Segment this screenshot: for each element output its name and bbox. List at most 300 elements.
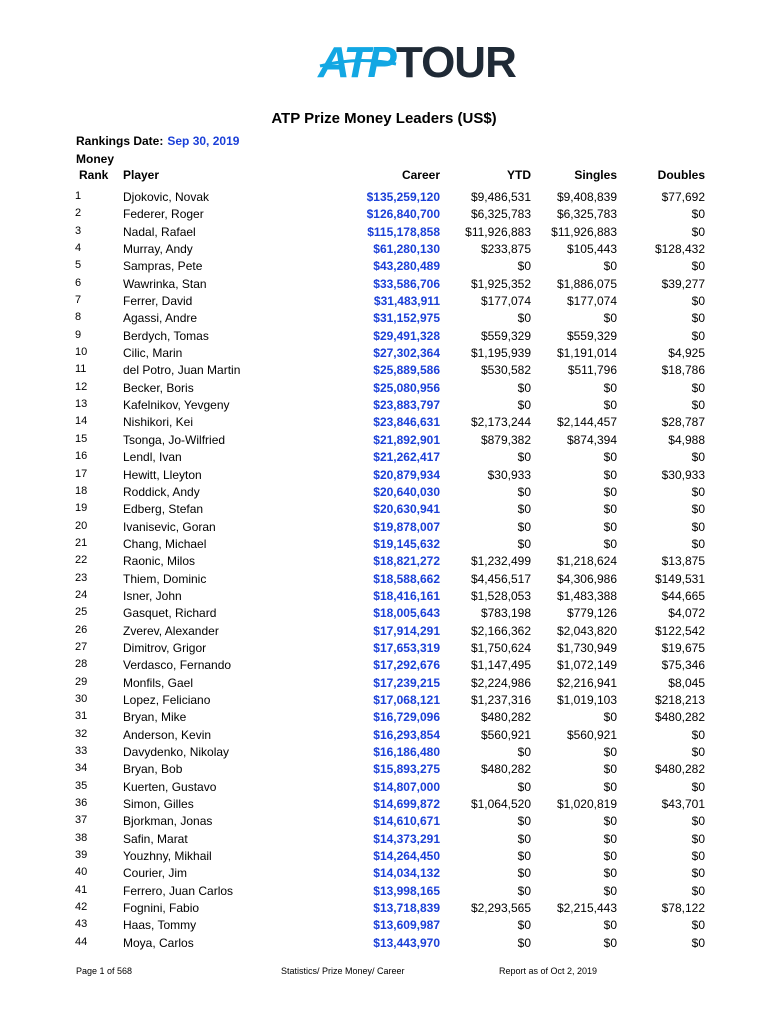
- ytd-cell: $1,232,499: [470, 554, 531, 569]
- player-cell: Anderson, Kevin: [123, 727, 212, 742]
- singles-cell: $0: [603, 935, 617, 950]
- doubles-cell: $480,282: [654, 762, 705, 777]
- table-row: [0, 830, 768, 847]
- doubles-cell: $0: [691, 935, 705, 950]
- table-row: [0, 570, 768, 587]
- doubles-cell: $0: [691, 224, 705, 239]
- singles-cell: $1,483,388: [556, 588, 617, 603]
- singles-cell: $2,043,820: [556, 623, 617, 638]
- table-row: [0, 327, 768, 344]
- ytd-cell: $1,750,624: [470, 640, 531, 655]
- table-row: [0, 344, 768, 361]
- player-cell: Becker, Boris: [123, 380, 194, 395]
- ytd-cell: $2,173,244: [470, 415, 531, 430]
- header-doubles: Doubles: [657, 168, 705, 182]
- doubles-cell: $13,875: [661, 554, 705, 569]
- rank-cell: 42: [75, 901, 88, 914]
- rank-cell: 6: [75, 276, 82, 289]
- ytd-cell: $1,237,316: [470, 692, 531, 707]
- ytd-cell: $0: [517, 883, 531, 898]
- singles-cell: $0: [603, 484, 617, 499]
- page-title: ATP Prize Money Leaders (US$): [271, 110, 497, 127]
- ytd-cell: $233,875: [480, 242, 531, 257]
- rank-cell: 25: [75, 606, 88, 619]
- career-cell: $16,729,096: [373, 710, 440, 725]
- career-cell: $21,892,901: [373, 432, 440, 447]
- doubles-cell: $18,786: [661, 363, 705, 378]
- rankings-date-value: Sep 30, 2019: [167, 134, 240, 148]
- doubles-cell: $4,072: [668, 606, 705, 621]
- player-cell: Simon, Gilles: [123, 797, 194, 812]
- rank-cell: 34: [75, 762, 88, 775]
- doubles-cell: $77,692: [661, 190, 705, 204]
- ytd-cell: $0: [517, 502, 531, 517]
- logo-tour-text: TOUR: [396, 38, 516, 87]
- player-cell: Zverev, Alexander: [123, 623, 219, 638]
- singles-cell: $874,394: [566, 432, 617, 447]
- prize-money-table: [0, 188, 768, 951]
- doubles-cell: $0: [691, 207, 705, 222]
- doubles-cell: $218,213: [654, 692, 705, 707]
- singles-cell: $0: [603, 259, 617, 274]
- singles-cell: $511,796: [567, 363, 617, 378]
- player-cell: Kuerten, Gustavo: [123, 779, 217, 794]
- doubles-cell: $0: [691, 727, 705, 742]
- player-cell: Nishikori, Kei: [123, 415, 194, 430]
- player-cell: Kafelnikov, Yevgeny: [123, 398, 230, 413]
- rankings-date-label: Rankings Date:: [76, 134, 164, 148]
- doubles-cell: $0: [691, 450, 705, 465]
- career-cell: $115,178,858: [367, 224, 440, 239]
- rank-cell: 28: [75, 658, 88, 671]
- career-cell: $14,807,000: [373, 779, 440, 794]
- player-cell: Wawrinka, Stan: [123, 276, 207, 291]
- doubles-cell: $0: [691, 502, 705, 517]
- singles-cell: $0: [603, 762, 617, 777]
- player-cell: Fognini, Fabio: [123, 901, 200, 916]
- ytd-cell: $783,198: [480, 606, 531, 621]
- header-ytd: YTD: [507, 168, 531, 182]
- doubles-cell: $0: [691, 259, 705, 274]
- singles-cell: $0: [603, 883, 617, 898]
- ytd-cell: $0: [517, 935, 531, 950]
- doubles-cell: $0: [691, 294, 705, 309]
- player-cell: Isner, John: [123, 588, 182, 603]
- player-cell: Murray, Andy: [123, 242, 193, 257]
- doubles-cell: $0: [691, 831, 705, 846]
- doubles-cell: $44,665: [661, 588, 705, 603]
- doubles-cell: $0: [691, 484, 705, 499]
- career-cell: $17,239,215: [373, 675, 440, 690]
- rank-cell: 36: [75, 797, 88, 810]
- rankings-date: [76, 134, 239, 148]
- rank-cell: 19: [75, 502, 88, 515]
- ytd-cell: $560,921: [480, 727, 531, 742]
- table-row: [0, 552, 768, 569]
- singles-cell: $779,126: [566, 606, 617, 621]
- doubles-cell: $19,675: [661, 640, 705, 655]
- career-cell: $16,293,854: [373, 727, 440, 742]
- ytd-cell: $0: [517, 814, 531, 829]
- player-cell: Raonic, Milos: [123, 554, 196, 569]
- singles-cell: $1,218,624: [556, 554, 617, 569]
- ytd-cell: $1,064,520: [470, 797, 531, 812]
- rank-cell: 22: [75, 554, 88, 567]
- rank-cell: 13: [75, 398, 88, 411]
- player-cell: Federer, Roger: [123, 207, 204, 222]
- ytd-cell: $1,195,939: [470, 346, 531, 361]
- ytd-cell: $0: [517, 849, 531, 864]
- singles-cell: $1,730,949: [556, 640, 617, 655]
- singles-cell: $0: [603, 467, 617, 482]
- ytd-cell: $530,582: [480, 363, 531, 378]
- table-row: [0, 275, 768, 292]
- header-career: Career: [401, 168, 440, 182]
- career-cell: $18,416,161: [373, 588, 440, 603]
- player-cell: Safin, Marat: [123, 831, 188, 846]
- table-row: [0, 240, 768, 257]
- player-cell: Agassi, Andre: [123, 311, 198, 326]
- ytd-cell: $0: [517, 519, 531, 534]
- player-cell: Berdych, Tomas: [123, 328, 209, 343]
- table-row: [0, 292, 768, 309]
- singles-cell: $2,215,443: [556, 901, 617, 916]
- ytd-cell: $0: [517, 866, 531, 881]
- rank-cell: 21: [75, 536, 88, 549]
- doubles-cell: $8,045: [668, 675, 705, 690]
- singles-cell: $0: [603, 450, 617, 465]
- singles-cell: $0: [603, 745, 617, 759]
- ytd-cell: $2,293,565: [470, 901, 531, 916]
- player-cell: Bryan, Bob: [123, 762, 183, 777]
- ytd-cell: $1,528,053: [470, 588, 531, 603]
- rank-cell: 38: [75, 831, 88, 844]
- header-money: Money: [76, 152, 115, 166]
- career-cell: $20,640,030: [373, 484, 440, 499]
- rank-cell: 20: [75, 519, 88, 532]
- player-cell: Dimitrov, Grigor: [123, 640, 207, 655]
- career-cell: $14,264,450: [373, 849, 440, 864]
- ytd-cell: $0: [517, 380, 531, 395]
- table-row: [0, 223, 768, 240]
- career-cell: $13,609,987: [373, 918, 440, 933]
- rank-cell: 43: [75, 918, 88, 931]
- table-row: [0, 379, 768, 396]
- singles-cell: $560,921: [566, 727, 617, 742]
- ytd-cell: $0: [517, 831, 531, 846]
- player-cell: Davydenko, Nikolay: [123, 745, 230, 759]
- career-cell: $135,259,120: [366, 190, 440, 204]
- ytd-cell: $2,224,986: [470, 675, 531, 690]
- doubles-cell: $122,542: [654, 623, 705, 638]
- header-singles: Singles: [574, 168, 617, 182]
- rank-cell: 2: [75, 207, 82, 220]
- doubles-cell: $0: [691, 519, 705, 534]
- doubles-cell: $0: [691, 918, 705, 933]
- career-cell: $31,483,911: [373, 294, 440, 309]
- ytd-cell: $0: [517, 779, 531, 794]
- footer-report-date: Report as of Oct 2, 2019: [499, 966, 598, 976]
- rank-cell: 11: [75, 363, 87, 376]
- ytd-cell: $0: [517, 484, 531, 499]
- doubles-cell: $0: [691, 849, 705, 864]
- player-cell: Thiem, Dominic: [123, 571, 207, 586]
- career-cell: $16,186,480: [373, 745, 440, 759]
- ytd-cell: $0: [517, 450, 531, 465]
- table-row: [0, 448, 768, 465]
- table-row: [0, 396, 768, 413]
- career-cell: $20,630,941: [373, 502, 440, 517]
- rank-cell: 30: [75, 692, 88, 705]
- singles-cell: $4,306,986: [556, 571, 617, 586]
- header-rank: Rank: [79, 168, 109, 182]
- table-row: [0, 604, 768, 621]
- table-row: [0, 778, 768, 795]
- logo-atp-text: ATP: [318, 38, 394, 87]
- table-row: [0, 413, 768, 430]
- career-cell: $15,893,275: [373, 762, 440, 777]
- ytd-cell: $177,074: [480, 294, 531, 309]
- ytd-cell: $6,325,783: [470, 207, 531, 222]
- career-cell: $17,653,319: [373, 640, 440, 655]
- rank-cell: 18: [75, 484, 88, 497]
- singles-cell: $9,408,839: [556, 190, 617, 204]
- table-row: [0, 743, 768, 760]
- table-row: [0, 916, 768, 933]
- career-cell: $21,262,417: [373, 450, 440, 465]
- career-cell: $17,292,676: [373, 658, 440, 673]
- player-cell: Nadal, Rafael: [123, 224, 196, 239]
- player-cell: Gasquet, Richard: [123, 606, 217, 621]
- career-cell: $13,718,839: [373, 901, 440, 916]
- rank-cell: 9: [75, 328, 82, 341]
- rank-cell: 15: [75, 432, 88, 445]
- doubles-cell: $128,432: [654, 242, 705, 257]
- career-cell: $19,878,007: [373, 519, 440, 534]
- table-row: [0, 864, 768, 881]
- career-cell: $14,699,872: [373, 797, 440, 812]
- table-row: [0, 691, 768, 708]
- table-row: [0, 466, 768, 483]
- doubles-cell: $0: [691, 311, 705, 326]
- rank-cell: 32: [75, 727, 88, 740]
- singles-cell: $1,019,103: [556, 692, 617, 707]
- player-cell: Lendl, Ivan: [123, 450, 182, 465]
- career-cell: $126,840,700: [366, 207, 440, 222]
- player-cell: Lopez, Feliciano: [123, 692, 211, 707]
- career-cell: $17,068,121: [373, 692, 440, 707]
- rank-cell: 35: [75, 779, 88, 792]
- table-row: [0, 518, 768, 535]
- footer-page-number: Page 1 of 568: [76, 966, 133, 976]
- doubles-cell: $0: [691, 883, 705, 898]
- table-row: [0, 726, 768, 743]
- ytd-cell: $480,282: [480, 710, 531, 725]
- rank-cell: 5: [75, 259, 82, 272]
- singles-cell: $6,325,783: [556, 207, 617, 222]
- rank-cell: 7: [75, 294, 82, 307]
- player-cell: Monfils, Gael: [123, 675, 194, 690]
- doubles-cell: $78,122: [661, 901, 705, 916]
- career-cell: $13,998,165: [373, 883, 440, 898]
- doubles-cell: $4,925: [668, 346, 705, 361]
- singles-cell: $559,329: [566, 328, 617, 343]
- player-cell: Sampras, Pete: [123, 259, 203, 274]
- career-cell: $33,586,706: [373, 276, 440, 291]
- player-cell: Ferrero, Juan Carlos: [123, 883, 234, 898]
- table-row: [0, 431, 768, 448]
- career-cell: $14,610,671: [373, 814, 440, 829]
- table-row: [0, 812, 768, 829]
- doubles-cell: $0: [691, 328, 705, 343]
- ytd-cell: $0: [517, 745, 531, 759]
- table-row: [0, 535, 768, 552]
- table-row: [0, 622, 768, 639]
- doubles-cell: $30,933: [661, 467, 705, 482]
- singles-cell: $0: [603, 536, 617, 551]
- table-row: [0, 760, 768, 777]
- table-row: [0, 882, 768, 899]
- rank-cell: 24: [75, 588, 88, 601]
- singles-cell: $0: [603, 311, 617, 326]
- career-cell: $17,914,291: [373, 623, 440, 638]
- singles-cell: $0: [603, 831, 617, 846]
- career-cell: $31,152,975: [373, 311, 440, 326]
- player-cell: Haas, Tommy: [123, 918, 197, 933]
- table-row: [0, 899, 768, 916]
- rank-cell: 17: [75, 467, 88, 480]
- rank-cell: 1: [75, 190, 82, 202]
- ytd-cell: $559,329: [480, 328, 531, 343]
- ytd-cell: $0: [517, 259, 531, 274]
- career-cell: $27,302,364: [373, 346, 440, 361]
- header-player: Player: [123, 168, 160, 182]
- doubles-cell: $0: [691, 814, 705, 829]
- singles-cell: $0: [603, 849, 617, 864]
- singles-cell: $0: [603, 398, 617, 413]
- career-cell: $13,443,970: [373, 935, 440, 950]
- singles-cell: $1,072,149: [556, 658, 617, 673]
- table-row: [0, 205, 768, 222]
- career-cell: $25,080,956: [373, 380, 440, 395]
- career-cell: $14,373,291: [373, 831, 440, 846]
- singles-cell: $0: [603, 779, 617, 794]
- table-row: [0, 257, 768, 274]
- table-row: [0, 934, 768, 951]
- doubles-cell: $480,282: [654, 710, 705, 725]
- ytd-cell: $0: [517, 918, 531, 933]
- player-cell: Courier, Jim: [123, 866, 188, 881]
- career-cell: $14,034,132: [373, 866, 440, 881]
- singles-cell: $2,144,457: [556, 415, 617, 430]
- player-cell: Ferrer, David: [123, 294, 193, 309]
- career-cell: $20,879,934: [373, 467, 440, 482]
- singles-cell: $0: [603, 502, 617, 517]
- singles-cell: $11,926,883: [551, 224, 617, 239]
- rank-cell: 29: [75, 675, 88, 688]
- rank-cell: 33: [75, 745, 88, 757]
- table-row: [0, 656, 768, 673]
- singles-cell: $105,443: [566, 242, 617, 257]
- player-cell: Verdasco, Fernando: [123, 658, 232, 673]
- table-row: [0, 500, 768, 517]
- ytd-cell: $879,382: [480, 432, 531, 447]
- table-row: [0, 639, 768, 656]
- singles-cell: $0: [603, 866, 617, 881]
- doubles-cell: $0: [691, 536, 705, 551]
- ytd-cell: $30,933: [487, 467, 531, 482]
- singles-cell: $1,020,819: [556, 797, 617, 812]
- career-cell: $23,846,631: [373, 415, 440, 430]
- career-cell: $61,280,130: [373, 242, 440, 257]
- rank-cell: 40: [75, 866, 88, 879]
- rank-cell: 41: [75, 883, 88, 896]
- career-cell: $23,883,797: [373, 398, 440, 413]
- table-row: [0, 361, 768, 378]
- singles-cell: $0: [603, 519, 617, 534]
- rank-cell: 12: [75, 380, 88, 393]
- player-cell: Edberg, Stefan: [123, 502, 204, 517]
- singles-cell: $0: [603, 814, 617, 829]
- table-row: [0, 674, 768, 691]
- career-cell: $19,145,632: [373, 536, 440, 551]
- rank-cell: 4: [75, 242, 82, 255]
- table-row: [0, 188, 768, 205]
- player-cell: Bjorkman, Jonas: [123, 814, 213, 829]
- rank-cell: 37: [75, 814, 88, 827]
- ytd-cell: $11,926,883: [465, 224, 531, 239]
- doubles-cell: $43,701: [661, 797, 705, 812]
- player-cell: Cilic, Marin: [123, 346, 183, 361]
- rank-cell: 10: [75, 346, 88, 359]
- table-row: [0, 483, 768, 500]
- ytd-cell: $4,456,517: [470, 571, 531, 586]
- ytd-cell: $1,147,495: [470, 658, 531, 673]
- player-cell: Roddick, Andy: [123, 484, 200, 499]
- ytd-cell: $0: [517, 398, 531, 413]
- rank-cell: 26: [75, 623, 88, 636]
- singles-cell: $1,191,014: [556, 346, 617, 361]
- table-row: [0, 795, 768, 812]
- career-cell: $25,889,586: [373, 363, 440, 378]
- singles-cell: $177,074: [566, 294, 617, 309]
- doubles-cell: $0: [691, 745, 705, 759]
- table-row: [0, 309, 768, 326]
- rank-cell: 31: [75, 710, 88, 723]
- player-cell: Tsonga, Jo-Wilfried: [123, 432, 226, 447]
- player-cell: Ivanisevic, Goran: [123, 519, 216, 534]
- rank-cell: 23: [75, 571, 88, 584]
- rank-cell: 3: [75, 224, 82, 237]
- rank-cell: 44: [75, 935, 88, 948]
- footer-path: Statistics/ Prize Money/ Career: [281, 966, 405, 976]
- career-cell: $43,280,489: [373, 259, 440, 274]
- career-cell: $18,821,272: [373, 554, 440, 569]
- doubles-cell: $0: [691, 380, 705, 395]
- singles-cell: $1,886,075: [556, 276, 617, 291]
- rank-cell: 39: [75, 849, 88, 862]
- doubles-cell: $0: [691, 866, 705, 881]
- player-cell: Bryan, Mike: [123, 710, 187, 725]
- player-cell: Chang, Michael: [123, 536, 207, 551]
- doubles-cell: $28,787: [661, 415, 705, 430]
- career-cell: $18,005,643: [373, 606, 440, 621]
- rank-cell: 14: [75, 415, 88, 428]
- ytd-cell: $0: [517, 536, 531, 551]
- doubles-cell: $0: [691, 779, 705, 794]
- ytd-cell: $9,486,531: [470, 190, 531, 204]
- singles-cell: $2,216,941: [556, 675, 617, 690]
